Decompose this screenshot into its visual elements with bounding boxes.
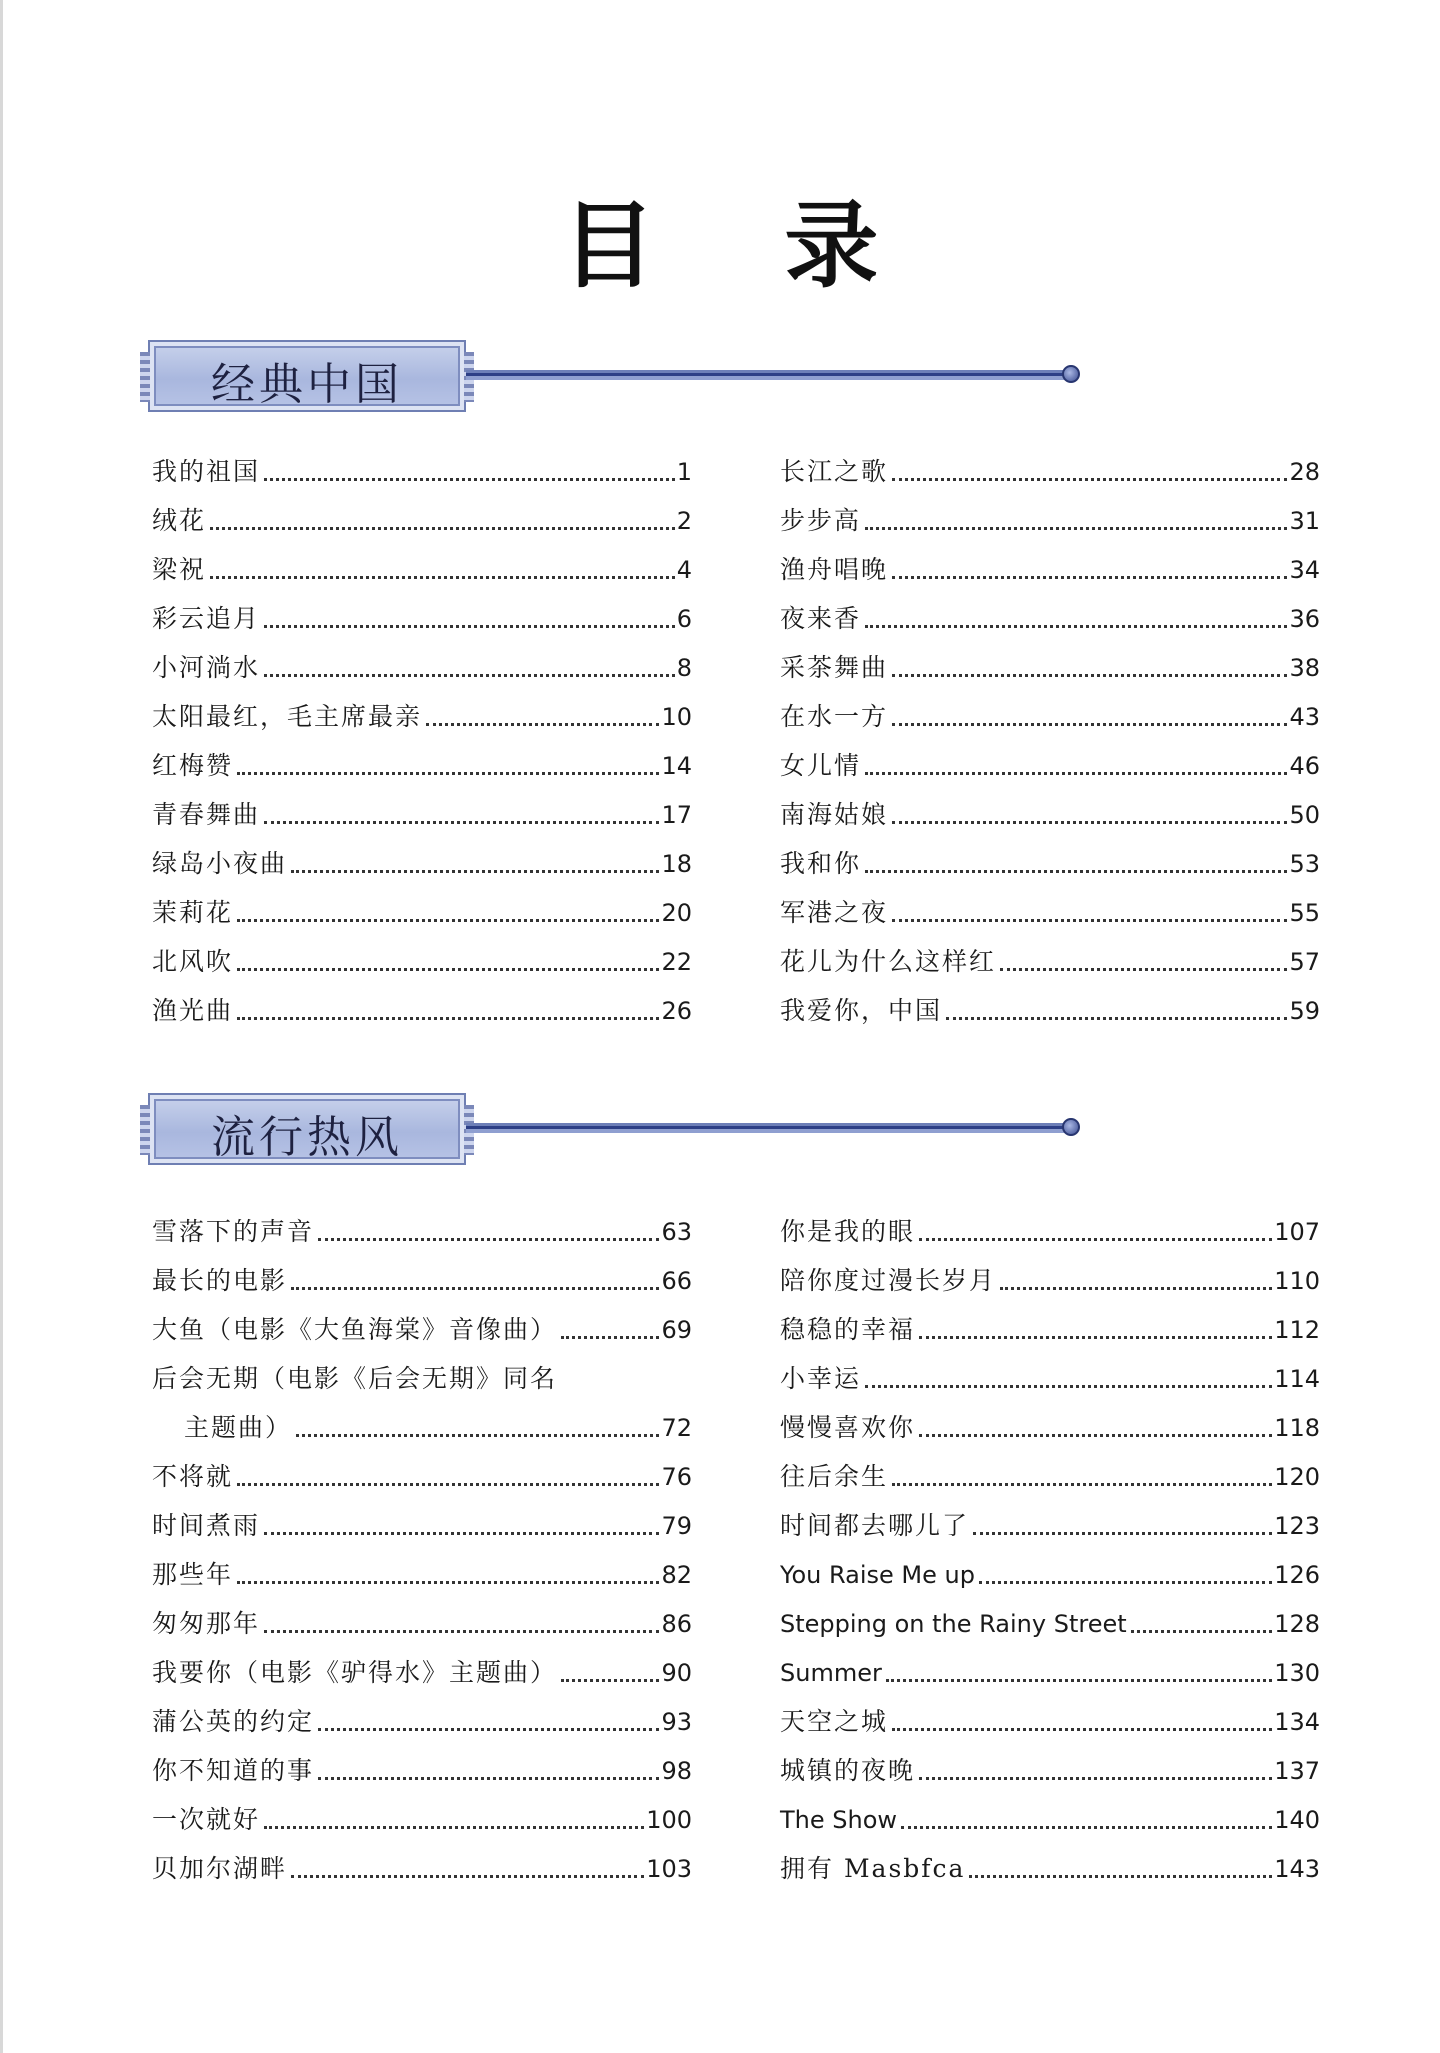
toc-entry-title: 雪落下的声音	[152, 1217, 315, 1246]
toc-entry-title: 军港之夜	[780, 898, 889, 927]
toc-entry-title: 我的祖国	[152, 457, 261, 486]
toc-entry	[152, 1541, 692, 1590]
toc-entry-page: 28	[1289, 458, 1320, 486]
toc-entry-title: 北风吹	[152, 947, 234, 976]
dot-leader	[210, 576, 675, 579]
toc-entry-page: 38	[1289, 654, 1320, 682]
toc-entry	[780, 1688, 1320, 1737]
toc-entry-title: 稳稳的幸福	[780, 1315, 916, 1344]
toc-entry	[780, 1296, 1320, 1345]
section-label: 经典中国	[211, 359, 403, 410]
toc-entry-page: 100	[646, 1806, 692, 1834]
toc-entry	[780, 683, 1320, 732]
toc-entry	[152, 683, 692, 732]
toc-entry-title: 匆匆那年	[152, 1609, 261, 1638]
dot-leader	[264, 1826, 644, 1829]
toc-entry-title: You Raise Me up	[780, 1561, 975, 1589]
toc-entry-page: 110	[1274, 1267, 1320, 1295]
dot-leader	[946, 1017, 1287, 1020]
dot-leader	[291, 1875, 644, 1878]
toc-entry-title: 拥有 Masbfca	[780, 1854, 966, 1883]
toc-entry	[152, 1443, 692, 1492]
toc-entry	[152, 830, 692, 879]
toc-entry	[152, 1198, 692, 1247]
dot-leader	[892, 1728, 1272, 1731]
toc-entry	[152, 1639, 692, 1688]
toc-entry	[780, 585, 1320, 634]
toc-entry	[152, 977, 692, 1026]
toc-entry	[152, 585, 692, 634]
dot-leader	[969, 1875, 1272, 1878]
section-header-pop	[148, 1093, 1078, 1173]
toc-entry-page: 22	[661, 948, 692, 976]
toc-entry	[152, 1688, 692, 1737]
toc-entry	[780, 1639, 1320, 1688]
toc-entry	[152, 781, 692, 830]
toc-entry	[152, 1345, 692, 1394]
toc-entry-title: 大鱼（电影《大鱼海棠》音像曲）	[152, 1315, 558, 1344]
toc-column-right	[780, 1198, 1320, 1884]
toc-entry-page: 107	[1274, 1218, 1320, 1246]
toc-entry-page: 4	[676, 556, 692, 584]
toc-entry	[152, 1590, 692, 1639]
toc-entry	[780, 879, 1320, 928]
dot-leader	[264, 674, 675, 677]
dot-leader	[892, 674, 1287, 677]
toc-entry-page: 72	[661, 1414, 692, 1442]
toc-entry-title: 绒花	[152, 506, 207, 535]
toc-entry	[780, 1443, 1320, 1492]
toc-entry-title: 青春舞曲	[152, 800, 261, 829]
toc-entry	[780, 1247, 1320, 1296]
dot-leader	[979, 1581, 1272, 1584]
toc-entry-title: 太阳最红，毛主席最亲	[152, 702, 423, 731]
toc-entry-title: 我要你（电影《驴得水》主题曲）	[152, 1658, 558, 1687]
toc-entry	[780, 781, 1320, 830]
toc-entry-page: 31	[1289, 507, 1320, 535]
page-edge	[0, 0, 3, 2053]
toc-entry-page: 55	[1289, 899, 1320, 927]
dot-leader	[865, 527, 1287, 530]
toc-entry-title: 南海姑娘	[780, 800, 889, 829]
toc-entry-title: Stepping on the Rainy Street	[780, 1610, 1127, 1638]
toc-entry-title: 你不知道的事	[152, 1756, 315, 1785]
toc-entry-title: 往后余生	[780, 1462, 889, 1491]
toc-entry-title: 彩云追月	[152, 604, 261, 633]
toc-entry	[780, 1590, 1320, 1639]
toc-entry-page: 82	[661, 1561, 692, 1589]
toc-entry	[780, 438, 1320, 487]
toc-entry-page: 130	[1274, 1659, 1320, 1687]
dot-leader	[264, 1532, 659, 1535]
dot-leader	[237, 919, 659, 922]
section-rule-dot	[1062, 365, 1080, 383]
dot-leader	[264, 478, 675, 481]
dot-leader	[1000, 968, 1287, 971]
toc-entry	[152, 1737, 692, 1786]
toc-entry-title: 小幸运	[780, 1364, 862, 1393]
dot-leader	[264, 821, 659, 824]
toc-entry-title: 时间煮雨	[152, 1511, 261, 1540]
toc-entry	[152, 634, 692, 683]
dot-leader	[919, 1777, 1272, 1780]
toc-entry-page: 53	[1289, 850, 1320, 878]
toc-entry-page: 57	[1289, 948, 1320, 976]
toc-entry-page: 123	[1274, 1512, 1320, 1540]
toc-entry	[780, 536, 1320, 585]
dot-leader	[561, 1336, 659, 1339]
toc-entry-title: 不将就	[152, 1462, 234, 1491]
toc-entry-page: 50	[1289, 801, 1320, 829]
dot-leader	[237, 1483, 659, 1486]
toc-entry-page: 26	[661, 997, 692, 1025]
toc-entry-title: 在水一方	[780, 702, 889, 731]
toc-entry-title: 小河淌水	[152, 653, 261, 682]
dot-leader	[291, 1287, 659, 1290]
toc-entry-page: 43	[1289, 703, 1320, 731]
toc-entry-page: 1	[676, 458, 692, 486]
dot-leader	[865, 870, 1287, 873]
toc-entry-title: 天空之城	[780, 1707, 889, 1736]
toc-entry-title: 蒲公英的约定	[152, 1707, 315, 1736]
toc-entry-title: 慢慢喜欢你	[780, 1413, 916, 1442]
toc-entry-page: 6	[676, 605, 692, 633]
toc-column-right	[780, 438, 1320, 1026]
dot-leader	[886, 1679, 1272, 1682]
toc-column-left	[152, 438, 692, 1026]
toc-entry-page: 126	[1274, 1561, 1320, 1589]
dot-leader	[892, 919, 1287, 922]
toc-entry	[780, 1786, 1320, 1835]
dot-leader	[901, 1826, 1272, 1829]
toc-entry-title: 陪你度过漫长岁月	[780, 1266, 997, 1295]
section-rule	[466, 370, 1066, 380]
toc-entry-page: 34	[1289, 556, 1320, 584]
dot-leader	[210, 527, 675, 530]
toc-entry	[780, 732, 1320, 781]
toc-entry-title: 女儿情	[780, 751, 862, 780]
toc-entry	[152, 1247, 692, 1296]
toc-entry-title: 贝加尔湖畔	[152, 1854, 288, 1883]
toc-entry-title: 主题曲）	[184, 1413, 293, 1442]
toc-entry-page: 90	[661, 1659, 692, 1687]
dot-leader	[892, 723, 1287, 726]
toc-entry	[780, 830, 1320, 879]
toc-entry	[780, 928, 1320, 977]
toc-entry	[152, 438, 692, 487]
toc-entry-page: 36	[1289, 605, 1320, 633]
toc-entry-page: 59	[1289, 997, 1320, 1025]
toc-entry-page: 76	[661, 1463, 692, 1491]
toc-entry	[152, 1786, 692, 1835]
toc-entry	[780, 977, 1320, 1026]
toc-entry-title: 我爱你，中国	[780, 996, 943, 1025]
toc-entry-title: 那些年	[152, 1560, 234, 1589]
page-title: 目 录	[561, 192, 927, 301]
toc-entry-title: 我和你	[780, 849, 862, 878]
toc-entry-page: 128	[1274, 1610, 1320, 1638]
dot-leader	[264, 1630, 659, 1633]
toc-entry-title: 步步高	[780, 506, 862, 535]
dot-leader	[919, 1336, 1272, 1339]
toc-entry-page: 103	[646, 1855, 692, 1883]
dot-leader	[264, 625, 675, 628]
dot-leader	[1000, 1287, 1272, 1290]
toc-entry	[780, 1345, 1320, 1394]
toc-entry-page: 112	[1274, 1316, 1320, 1344]
toc-entry-title: 长江之歌	[780, 457, 889, 486]
dot-leader	[892, 821, 1287, 824]
toc-entry-page: 118	[1274, 1414, 1320, 1442]
dot-leader	[865, 625, 1287, 628]
dot-leader	[318, 1238, 659, 1241]
toc-entry-page: 10	[661, 703, 692, 731]
dot-leader	[892, 576, 1287, 579]
toc-entry-page: 86	[661, 1610, 692, 1638]
toc-column-left	[152, 1198, 692, 1884]
toc-entry-page: 18	[661, 850, 692, 878]
dot-leader	[237, 1017, 659, 1020]
toc-entry-page: 93	[661, 1708, 692, 1736]
dot-leader	[561, 1679, 659, 1682]
toc-entry	[780, 1492, 1320, 1541]
dot-leader	[426, 723, 659, 726]
dot-leader	[919, 1238, 1272, 1241]
toc-entry-page: 17	[661, 801, 692, 829]
dot-leader	[865, 1385, 1272, 1388]
dot-leader	[318, 1777, 659, 1780]
toc-entry	[152, 487, 692, 536]
toc-entry-title: 采茶舞曲	[780, 653, 889, 682]
dot-leader	[892, 1483, 1272, 1486]
toc-entry-page: 140	[1274, 1806, 1320, 1834]
toc-entry-title: 梁祝	[152, 555, 207, 584]
toc-entry-title: The Show	[780, 1806, 898, 1834]
toc-entry	[152, 928, 692, 977]
toc-entry-title: 茉莉花	[152, 898, 234, 927]
toc-entry	[152, 879, 692, 928]
toc-entry-page: 66	[661, 1267, 692, 1295]
toc-entry-title: 绿岛小夜曲	[152, 849, 288, 878]
section-banner	[148, 340, 466, 412]
toc-entry	[780, 1737, 1320, 1786]
toc-entry-title: 时间都去哪儿了	[780, 1511, 970, 1540]
dot-leader	[291, 870, 659, 873]
toc-entry-page: 79	[661, 1512, 692, 1540]
dot-leader	[973, 1532, 1272, 1535]
dot-leader	[318, 1728, 659, 1731]
toc-entry	[780, 1541, 1320, 1590]
dot-leader	[892, 478, 1287, 481]
toc-entry-title: 红梅赞	[152, 751, 234, 780]
toc-entry-title: 渔光曲	[152, 996, 234, 1025]
toc-entry	[780, 1394, 1320, 1443]
toc-entry-page: 20	[661, 899, 692, 927]
toc-entry-page: 63	[661, 1218, 692, 1246]
dot-leader	[296, 1434, 659, 1437]
dot-leader	[237, 772, 659, 775]
toc-entry-title: 花儿为什么这样红	[780, 947, 997, 976]
toc-entry	[152, 732, 692, 781]
toc-entry	[152, 1296, 692, 1345]
toc-entry	[152, 1394, 692, 1443]
section-label: 流行热风	[211, 1112, 403, 1163]
toc-entry-page: 134	[1274, 1708, 1320, 1736]
toc-entry-title: 渔舟唱晚	[780, 555, 889, 584]
toc-entry-page: 143	[1274, 1855, 1320, 1883]
toc-entry-page: 8	[676, 654, 692, 682]
toc-entry	[780, 1198, 1320, 1247]
toc-entry-title: 后会无期（电影《后会无期》同名	[152, 1364, 558, 1393]
dot-leader	[237, 968, 659, 971]
section-banner	[148, 1093, 466, 1165]
toc-entry-page: 69	[661, 1316, 692, 1344]
toc-entry-title: 夜来香	[780, 604, 862, 633]
toc-entry-title: 一次就好	[152, 1805, 261, 1834]
toc-entry-page: 46	[1289, 752, 1320, 780]
section-header-classic	[148, 340, 1078, 420]
toc-entry-page: 14	[661, 752, 692, 780]
toc-entry	[780, 487, 1320, 536]
dot-leader	[237, 1581, 659, 1584]
dot-leader	[1131, 1630, 1273, 1633]
toc-entry-title: 你是我的眼	[780, 1217, 916, 1246]
dot-leader	[919, 1434, 1272, 1437]
toc-entry-page: 137	[1274, 1757, 1320, 1785]
dot-leader	[865, 772, 1287, 775]
toc-entry	[780, 634, 1320, 683]
toc-entry-title: Summer	[780, 1659, 882, 1687]
toc-entry	[152, 1835, 692, 1884]
section-rule	[466, 1123, 1066, 1133]
toc-entry	[780, 1835, 1320, 1884]
toc-entry	[152, 536, 692, 585]
toc-entry-title: 城镇的夜晚	[780, 1756, 916, 1785]
section-rule-dot	[1062, 1118, 1080, 1136]
toc-entry-page: 2	[676, 507, 692, 535]
toc-entry-page: 120	[1274, 1463, 1320, 1491]
toc-entry-page: 114	[1274, 1365, 1320, 1393]
toc-entry-page: 98	[661, 1757, 692, 1785]
toc-entry-title: 最长的电影	[152, 1266, 288, 1295]
toc-entry	[152, 1492, 692, 1541]
